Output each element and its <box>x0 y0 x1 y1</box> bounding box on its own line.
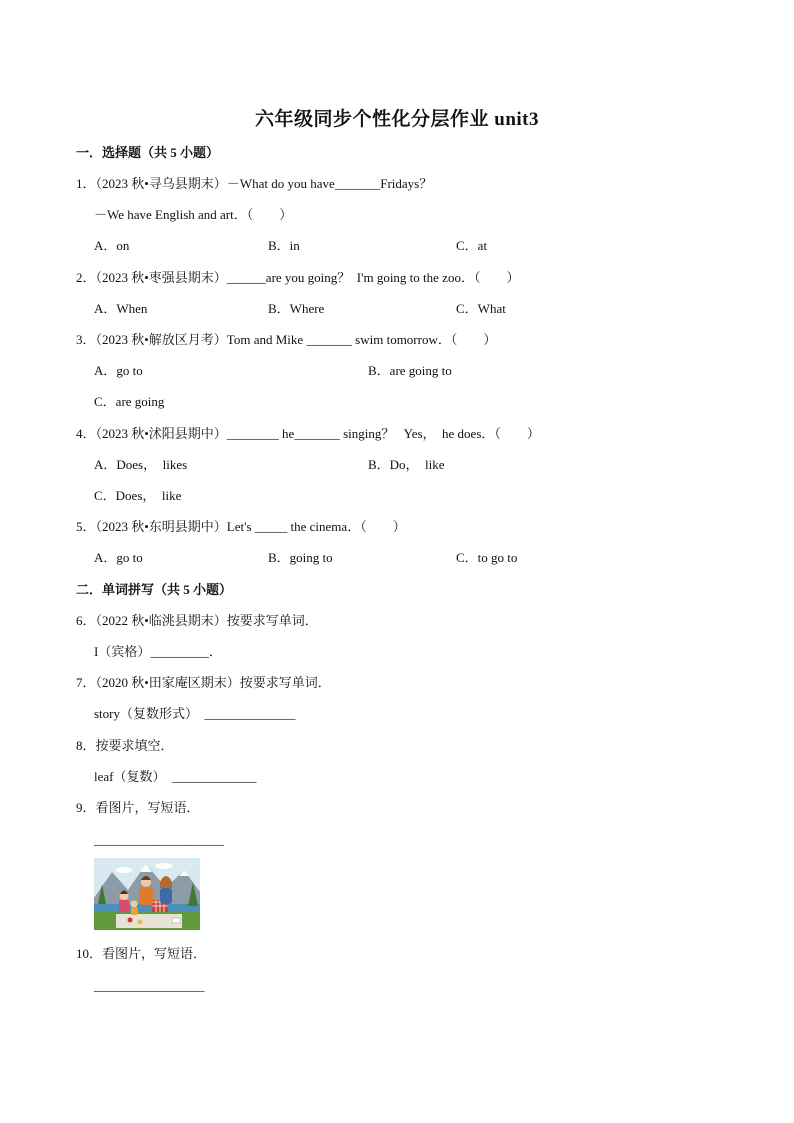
question-5-option-c: C．to go to <box>456 550 518 565</box>
question-6-stem: 6．（2022 秋•临洮县期末）按要求写单词． <box>76 613 318 628</box>
question-8-answer-line: leaf（复数） _____________ <box>94 769 257 784</box>
question-1-line2: －We have English and art．（ ） <box>94 207 293 222</box>
question-10-answer-line: _________________ <box>94 978 205 993</box>
question-1-option-c: C．at <box>456 238 488 253</box>
question-2-option-b: B．Where <box>268 301 325 316</box>
question-3-stem: 3．（2023 秋•解放区月考）Tom and Mike _______ swim tomorrow．（ ） <box>76 332 497 347</box>
question-2-option-c: C．What <box>456 301 506 316</box>
question-2-stem: 2．（2023 秋•枣强县期末）______are you going？ I'm going to the zoo．（ ） <box>76 270 520 285</box>
question-3-option-a: A．go to <box>94 363 143 378</box>
section-heading-spelling: 二．单词拼写（共 5 小题） <box>76 582 233 597</box>
question-9-stem: 9．看图片，写短语． <box>76 800 200 815</box>
question-3-option-c: C．are going <box>94 394 165 409</box>
question-5-stem: 5．（2023 秋•东明县期中）Let's _____ the cinema．（ ） <box>76 519 406 534</box>
question-5-option-b: B．going to <box>268 550 333 565</box>
question-4-option-a: A．Does， likes <box>94 457 188 472</box>
question-7-stem: 7．（2020 秋•田家庵区期末）按要求写单词． <box>76 675 331 690</box>
question-1-option-b: B．in <box>268 238 300 253</box>
question-4-option-b: B．Do， like <box>368 457 445 472</box>
section-heading-multiple-choice: 一．选择题（共 5 小题） <box>76 145 220 160</box>
family-picnic-image <box>94 858 200 930</box>
question-8-stem: 8．按要求填空． <box>76 738 174 753</box>
question-3-option-b: B．are going to <box>368 363 452 378</box>
question-4-option-c: C．Does， like <box>94 488 182 503</box>
question-9-answer-line: ____________________ <box>94 832 224 847</box>
question-10-stem: 10．看图片，写短语． <box>76 946 207 961</box>
question-7-answer-line: story（复数形式） ______________ <box>94 706 296 721</box>
question-2-option-a: A．When <box>94 301 148 316</box>
question-5-option-a: A．go to <box>94 550 143 565</box>
question-1-option-a: A．on <box>94 238 130 253</box>
question-4-stem: 4．（2023 秋•沭阳县期中）________ he_______ singing？ Yes， he does．（ ） <box>76 426 540 441</box>
question-1-stem: 1．（2023 秋•寻乌县期末）－What do you have_______Fridays？ <box>76 176 433 191</box>
page-title: 六年级同步个性化分层作业 unit3 <box>255 109 539 130</box>
question-6-answer-line: I（宾格）_________． <box>94 644 222 659</box>
